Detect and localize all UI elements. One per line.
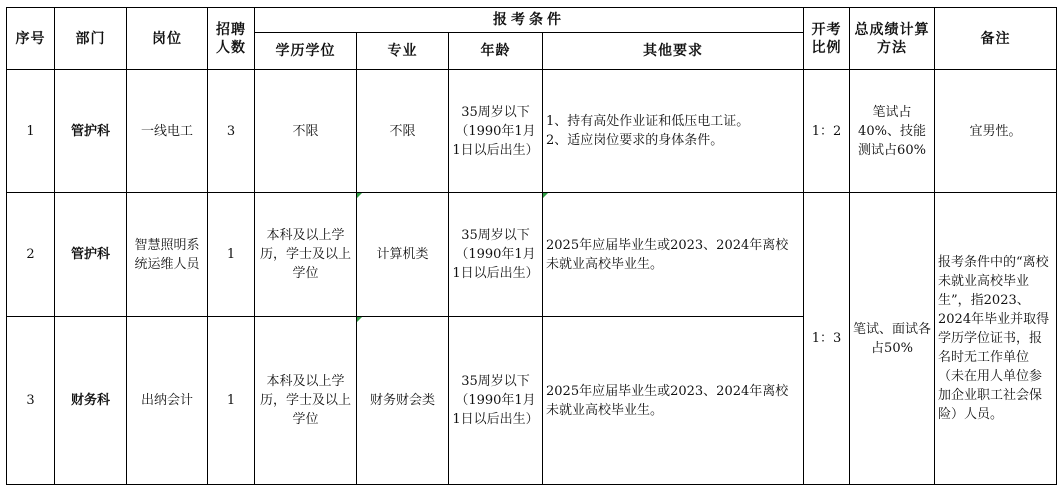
cell-other: [543, 70, 804, 193]
other-line-2: 2、适应岗位要求的身体条件。: [546, 133, 724, 148]
cell-post: 智慧照明系统运维人员: [127, 193, 208, 317]
cell-dept: 管护科: [55, 193, 127, 317]
cell-score-method-shared: 笔试、面试各占50%: [850, 193, 935, 485]
recruitment-table: [6, 7, 1057, 485]
cell-remarks: 宜男性。: [935, 70, 1057, 193]
table-row: [7, 70, 1057, 193]
header-hires: 招聘人数: [208, 8, 255, 70]
cell-remarks-shared: 报考条件中的“离校未就业高校毕业生”，指2023、2024年毕业并取得学历学位证书，报名时无工作单位（未在用人单位参加企业职工社会保险）人员。: [935, 193, 1057, 485]
cell-seq: 3: [7, 317, 55, 485]
cell-score-method: 笔试占40%、技能测试占60%: [850, 70, 935, 193]
header-dept: 部门: [55, 8, 127, 70]
cell-ratio: 1：2: [804, 70, 850, 193]
cell-major: 计算机类: [357, 193, 449, 317]
cell-hires: 1: [208, 317, 255, 485]
cell-seq: 2: [7, 193, 55, 317]
cell-age: 35周岁以下（1990年1月1日以后出生）: [449, 70, 543, 193]
cell-other: 2025年应届毕业生或2023、2024年离校未就业高校毕业生。: [543, 193, 804, 317]
cell-dept: 财务科: [55, 317, 127, 485]
cell-hires: 3: [208, 70, 255, 193]
header-other: 其他要求: [543, 33, 804, 70]
header-age: 年龄: [449, 33, 543, 70]
cell-ratio-shared: 1：3: [804, 193, 850, 485]
cell-other: 2025年应届毕业生或2023、2024年离校未就业高校毕业生。: [543, 317, 804, 485]
cell-education: 本科及以上学历，学士及以上学位: [255, 317, 357, 485]
header-major: 专业: [357, 33, 449, 70]
table-row: [7, 193, 1057, 317]
cell-major: 财务财会类: [357, 317, 449, 485]
other-line-1: 1、持有高处作业证和低压电工证。: [546, 114, 750, 129]
cell-age: 35周岁以下（1990年1月1日以后出生）: [449, 193, 543, 317]
cell-education: 本科及以上学历，学士及以上学位: [255, 193, 357, 317]
cell-dept: 管护科: [55, 70, 127, 193]
header-remarks: 备注: [935, 8, 1057, 70]
cell-post: 出纳会计: [127, 317, 208, 485]
cell-major: 不限: [357, 70, 449, 193]
header-seq: 序号: [7, 8, 55, 70]
header-education: 学历学位: [255, 33, 357, 70]
cell-post: 一线电工: [127, 70, 208, 193]
cell-seq: 1: [7, 70, 55, 193]
header-conditions: 报考条件: [255, 8, 804, 33]
cell-age: 35周岁以下（1990年1月1日以后出生）: [449, 317, 543, 485]
header-score-method: 总成绩计算方法: [850, 8, 935, 70]
header-post: 岗位: [127, 8, 208, 70]
cell-hires: 1: [208, 193, 255, 317]
header-ratio: 开考比例: [804, 8, 850, 70]
cell-education: 不限: [255, 70, 357, 193]
